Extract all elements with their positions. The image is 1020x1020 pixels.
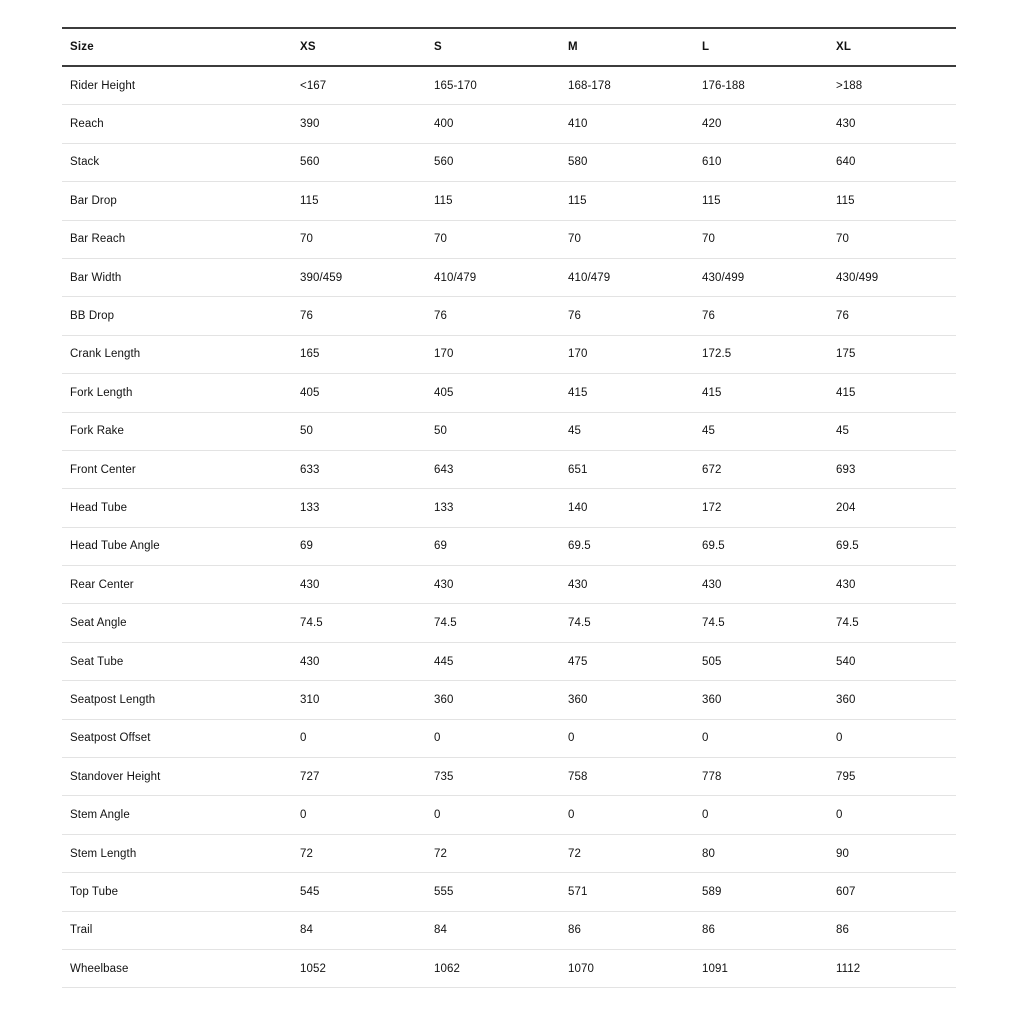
cell-value: 69.5: [568, 540, 591, 553]
cell-value: 115: [300, 194, 319, 207]
cell-value: 778: [702, 770, 722, 783]
cell-value: 76: [836, 310, 849, 323]
row-label: Head Tube: [70, 501, 128, 514]
column-header-xs: XS: [300, 41, 316, 53]
cell-value: 430: [836, 118, 856, 131]
cell-value: 168-178: [568, 79, 611, 92]
size-chart-table: [62, 27, 956, 988]
row-label: Rear Center: [70, 578, 134, 591]
cell-value: 560: [300, 156, 320, 169]
table-row: [62, 66, 956, 105]
table-body: [62, 66, 956, 988]
column-header-m: M: [568, 41, 578, 53]
cell-value: 540: [836, 655, 856, 668]
cell-value: 390: [300, 118, 320, 131]
cell-value: 115: [568, 194, 587, 207]
cell-value: 0: [300, 809, 307, 822]
cell-value: 70: [300, 233, 313, 246]
cell-value: 74.5: [300, 617, 323, 630]
table-row: [62, 642, 956, 680]
cell-value: 0: [434, 809, 441, 822]
cell-value: 0: [702, 732, 709, 745]
cell-value: 76: [568, 310, 581, 323]
cell-value: 420: [702, 118, 722, 131]
cell-value: 360: [568, 693, 588, 706]
row-label: Stem Angle: [70, 809, 130, 822]
table-row: [62, 566, 956, 604]
cell-value: 45: [836, 425, 849, 438]
row-label: Stem Length: [70, 847, 137, 860]
table-header-row: [62, 28, 956, 66]
table-row: [62, 335, 956, 373]
table-row: [62, 719, 956, 757]
cell-value: 84: [300, 924, 313, 937]
cell-value: 74.5: [836, 617, 859, 630]
table-row: [62, 412, 956, 450]
cell-value: 410: [568, 118, 588, 131]
cell-value: 400: [434, 118, 454, 131]
cell-value: 580: [568, 156, 588, 169]
cell-value: 84: [434, 924, 447, 937]
row-label: Seat Angle: [70, 617, 127, 630]
row-label: Seatpost Length: [70, 693, 156, 706]
cell-value: 86: [836, 924, 849, 937]
cell-value: 1052: [300, 962, 326, 975]
cell-value: 360: [434, 693, 454, 706]
cell-value: 69: [300, 540, 313, 553]
cell-value: 50: [434, 425, 447, 438]
cell-value: 415: [702, 386, 722, 399]
column-header-s: S: [434, 41, 442, 53]
row-label: Bar Reach: [70, 233, 126, 246]
cell-value: 430: [300, 578, 320, 591]
cell-value: 72: [300, 847, 313, 860]
cell-value: 735: [434, 770, 454, 783]
row-label: Bar Width: [70, 271, 122, 284]
cell-value: 74.5: [568, 617, 591, 630]
cell-value: 415: [568, 386, 588, 399]
cell-value: 72: [434, 847, 447, 860]
cell-value: 76: [300, 310, 313, 323]
cell-value: 430: [836, 578, 856, 591]
cell-value: 555: [434, 885, 454, 898]
cell-value: 50: [300, 425, 313, 438]
cell-value: 693: [836, 463, 856, 476]
cell-value: <167: [300, 79, 327, 92]
cell-value: 475: [568, 655, 588, 668]
cell-value: 70: [702, 233, 715, 246]
cell-value: 1062: [434, 962, 460, 975]
row-label: Standover Height: [70, 770, 161, 783]
cell-value: 45: [568, 425, 581, 438]
cell-value: 140: [568, 501, 588, 514]
cell-value: 69: [434, 540, 447, 553]
cell-value: 0: [300, 732, 307, 745]
cell-value: 45: [702, 425, 715, 438]
cell-value: 360: [702, 693, 722, 706]
cell-value: 0: [568, 732, 575, 745]
cell-value: 430: [702, 578, 722, 591]
cell-value: 133: [300, 501, 320, 514]
cell-value: 74.5: [434, 617, 457, 630]
cell-value: 69.5: [836, 540, 859, 553]
table-row: [62, 681, 956, 719]
cell-value: 607: [836, 885, 856, 898]
table-row: [62, 949, 956, 987]
cell-value: 651: [568, 463, 588, 476]
cell-value: 172: [702, 501, 722, 514]
cell-value: 76: [702, 310, 715, 323]
cell-value: 165-170: [434, 79, 477, 92]
cell-value: 589: [702, 885, 722, 898]
column-header-size: Size: [70, 41, 94, 53]
cell-value: 70: [836, 233, 849, 246]
cell-value: 640: [836, 156, 856, 169]
row-label: Fork Rake: [70, 425, 124, 438]
cell-value: 0: [434, 732, 441, 745]
cell-value: 430: [568, 578, 588, 591]
cell-value: 758: [568, 770, 588, 783]
table-row: [62, 182, 956, 220]
cell-value: 176-188: [702, 79, 745, 92]
row-label: Top Tube: [70, 885, 119, 898]
row-label: Bar Drop: [70, 194, 117, 207]
table-row: [62, 450, 956, 488]
cell-value: 165: [300, 348, 320, 361]
row-label: Crank Length: [70, 348, 141, 361]
table-row: [62, 489, 956, 527]
cell-value: 430/499: [836, 271, 879, 284]
cell-value: 204: [836, 501, 856, 514]
cell-value: 643: [434, 463, 454, 476]
cell-value: 360: [836, 693, 856, 706]
cell-value: 405: [300, 386, 320, 399]
cell-value: 410/479: [568, 271, 611, 284]
row-label: Reach: [70, 118, 104, 131]
table-row: [62, 758, 956, 796]
table-row: [62, 258, 956, 296]
cell-value: 115: [434, 194, 453, 207]
cell-value: 0: [836, 809, 843, 822]
table-row: [62, 220, 956, 258]
cell-value: 445: [434, 655, 454, 668]
cell-value: 90: [836, 847, 849, 860]
cell-value: 727: [300, 770, 320, 783]
cell-value: 86: [702, 924, 715, 937]
table-row: [62, 297, 956, 335]
cell-value: 115: [836, 194, 855, 207]
cell-value: 86: [568, 924, 581, 937]
table-row: [62, 105, 956, 143]
table-row: [62, 527, 956, 565]
cell-value: 415: [836, 386, 856, 399]
cell-value: 175: [836, 348, 856, 361]
size-chart: [62, 27, 956, 988]
cell-value: 1070: [568, 962, 594, 975]
column-header-l: L: [702, 41, 710, 53]
row-label: Trail: [70, 924, 93, 937]
row-label: Wheelbase: [70, 962, 129, 975]
cell-value: 430/499: [702, 271, 745, 284]
row-label: Rider Height: [70, 79, 136, 92]
cell-value: 80: [702, 847, 715, 860]
cell-value: 172.5: [702, 348, 732, 361]
row-label: Seatpost Offset: [70, 732, 151, 745]
table-row: [62, 834, 956, 872]
table-row: [62, 873, 956, 911]
cell-value: 0: [568, 809, 575, 822]
cell-value: 76: [434, 310, 447, 323]
cell-value: 1112: [836, 962, 861, 975]
table-row: [62, 374, 956, 412]
cell-value: 170: [434, 348, 454, 361]
cell-value: 610: [702, 156, 722, 169]
cell-value: 170: [568, 348, 588, 361]
cell-value: >188: [836, 79, 863, 92]
cell-value: 545: [300, 885, 320, 898]
cell-value: 672: [702, 463, 722, 476]
cell-value: 70: [434, 233, 447, 246]
row-label: Seat Tube: [70, 655, 124, 668]
cell-value: 0: [836, 732, 843, 745]
cell-value: 72: [568, 847, 581, 860]
row-label: Fork Length: [70, 386, 133, 399]
cell-value: 390/459: [300, 271, 343, 284]
cell-value: 310: [300, 693, 320, 706]
cell-value: 633: [300, 463, 320, 476]
cell-value: 70: [568, 233, 581, 246]
cell-value: 795: [836, 770, 856, 783]
cell-value: 1091: [702, 962, 728, 975]
table-row: [62, 796, 956, 834]
row-label: Front Center: [70, 463, 136, 476]
table-row: [62, 911, 956, 949]
table-row: [62, 143, 956, 181]
cell-value: 410/479: [434, 271, 477, 284]
row-label: Head Tube Angle: [70, 540, 160, 553]
cell-value: 571: [568, 885, 588, 898]
cell-value: 74.5: [702, 617, 725, 630]
cell-value: 69.5: [702, 540, 725, 553]
cell-value: 405: [434, 386, 454, 399]
cell-value: 133: [434, 501, 454, 514]
column-header-xl: XL: [836, 41, 852, 53]
cell-value: 115: [702, 194, 721, 207]
cell-value: 0: [702, 809, 709, 822]
cell-value: 430: [434, 578, 454, 591]
table-row: [62, 604, 956, 642]
row-label: Stack: [70, 156, 100, 169]
cell-value: 430: [300, 655, 320, 668]
cell-value: 505: [702, 655, 722, 668]
row-label: BB Drop: [70, 310, 115, 323]
cell-value: 560: [434, 156, 454, 169]
